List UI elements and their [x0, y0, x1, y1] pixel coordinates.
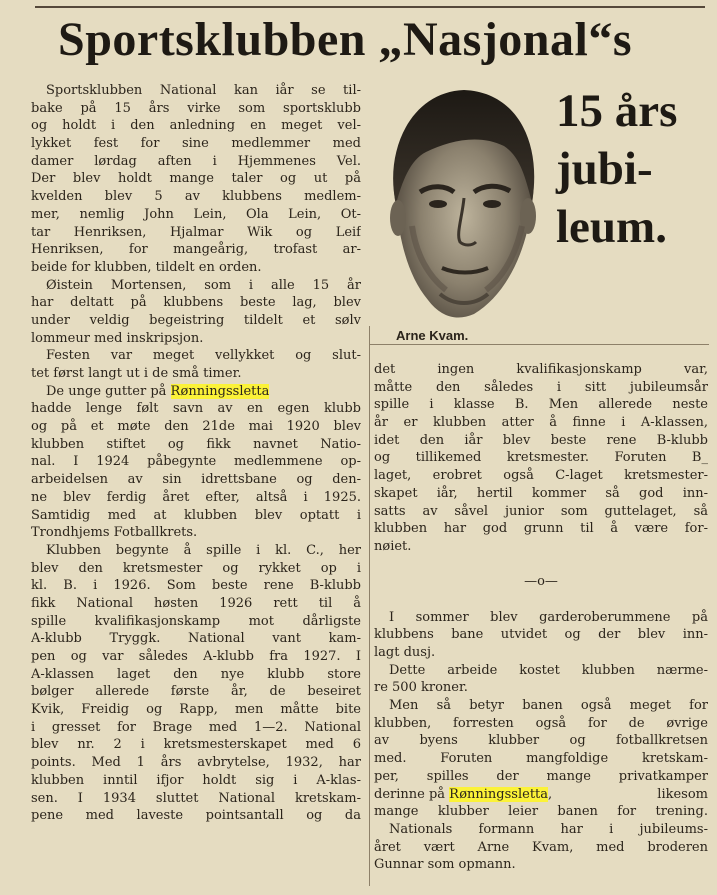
text-line: kvelden blev 5 av klubbens medlem-: [31, 189, 361, 205]
text-line: Nationals formann har i jubileums-: [389, 821, 708, 837]
text-fragment: likesom: [657, 786, 708, 802]
text-line: klubben stiftet og fikk navnet Natio-: [31, 436, 361, 452]
text-line: kl. B. i 1926. Som beste rene B-klubb: [31, 578, 361, 594]
text-line: Sportsklubben National kan iår se til-: [46, 83, 361, 98]
text-line: blev den kretsmester og rykket op i: [31, 560, 361, 576]
blank-line: [374, 591, 708, 609]
text-line: tar Henriksen, Hjalmar Wik og Leif: [31, 224, 361, 240]
text-line: Kvik, Freidig og Rapp, men måtte bite: [31, 702, 361, 718]
text-line: arbeidelsen av sin idrettsbane og den-: [31, 472, 361, 488]
text-line: re 500 kroner.: [374, 680, 468, 696]
text-line: måtte den således i sitt jubileumsår: [374, 379, 708, 395]
text-fragment: derinne på: [374, 786, 450, 802]
text-line: Henriksen, for mangeårig, trofast ar-: [31, 242, 361, 258]
text-line: fikk National høsten 1926 rett til å: [31, 595, 361, 611]
text-line: A-klassen laget den nye klubb store: [31, 666, 361, 682]
text-line: mer, nemlig John Lein, Ola Lein, Ot-: [31, 206, 361, 222]
article-column-right: [374, 361, 708, 874]
text-line: laget, erobret også C-laget kretsmester-: [374, 468, 708, 484]
text-line: tet først langt ut i de små timer.: [31, 366, 242, 381]
text-line: beide for klubben, tildelt en orden.: [31, 259, 262, 275]
text-line: under veldig begeistring tildelt et sølv: [31, 312, 361, 328]
section-separator: —o—: [524, 574, 558, 590]
text-line: hadde lenge følt savn av en egen klubb: [31, 401, 361, 417]
blank-line: [374, 556, 708, 574]
top-rule: [35, 6, 705, 8]
text-line: pene med laveste pointsantall og da: [31, 808, 361, 824]
text-line: Gunnar som opmann.: [374, 857, 516, 873]
text-line: og holdt i den anledning en meget vel-: [31, 118, 361, 134]
text-line: Festen var meget vellykket og slut-: [46, 348, 361, 364]
text-line: skapet iår, hertil kommer så god inn-: [374, 485, 708, 501]
highlighted-place-name: Rønningssletta: [170, 383, 270, 399]
subhead: [556, 82, 706, 256]
text-line: av byens klubber og fotballkretsen: [374, 733, 708, 749]
text-line: år er klubben atter å finne i A-klassen,: [374, 415, 708, 431]
text-line: Samtidig med at klubben blev optatt i: [31, 507, 361, 523]
text-line: [374, 786, 708, 804]
portrait-photo-image: [376, 86, 546, 320]
text-line: per, spilles der mange privatkamper: [374, 768, 708, 784]
text-line: idet den iår blev beste rene B-klubb: [374, 432, 708, 448]
photo-caption: Arne Kvam.: [396, 328, 469, 343]
text-line: klubbens bane utvidet og der blev inn-: [374, 627, 708, 643]
text-line: lommeur med inskripsjon.: [31, 330, 204, 346]
text-line: nal. I 1924 påbegynte medlemmene op-: [31, 454, 361, 470]
text-line: pen og var således A-klubb fra 1927. I: [31, 649, 361, 664]
text-line: og tillikemed kretsmester. Foruten B_: [374, 450, 708, 466]
text-line: året vært Arne Kvam, med broderen: [374, 839, 708, 855]
text-line: Trondhjems Fotballkrets.: [31, 525, 198, 541]
article-column-left: [31, 82, 361, 825]
text-line: ne blev ferdig året efter, altså i 1925.: [31, 489, 361, 505]
text-fragment: De unge gutter på: [46, 383, 171, 399]
text-line: i gresset for Brage med 1—2. National: [31, 719, 361, 735]
text-line: blev nr. 2 i kretsmesterskapet med 6: [31, 737, 361, 753]
text-line: spille kvalifikasjonskamp mot dårligste: [31, 613, 361, 629]
column-divider: [369, 326, 370, 886]
text-line: Klubben begynte å spille i kl. C., her: [46, 542, 361, 558]
text-line: det ingen kvalifikasjonskamp var,: [374, 362, 708, 377]
headline: Sportsklubben „Nasjonal“s: [58, 13, 633, 66]
text-line: bølger allerede første år, de beseiret: [31, 684, 361, 700]
highlighted-place-name: Rønningssletta: [449, 786, 549, 802]
text-line: klubben inntil ifjor holdt sig i A-klas-: [31, 772, 361, 788]
text-line: satts av såvel junior som guttelaget, så: [374, 503, 708, 519]
text-line: Der blev holdt mange taler og ut på: [31, 171, 361, 187]
text-line: Men så betyr banen også meget for: [389, 698, 708, 714]
text-line: I sommer blev garderoberummene på: [389, 609, 708, 625]
text-line: og på et møte den 21de mai 1920 blev: [31, 419, 361, 435]
text-line: Øistein Mortensen, som i alle 15 år: [46, 277, 361, 293]
text-line: med. Foruten mangfoldige kretskam-: [374, 751, 708, 767]
text-line: lykket fest for sine medlemmer med: [31, 136, 361, 152]
text-line: klubben, forresten også for de øvrige: [374, 715, 708, 731]
portrait-photo: [376, 86, 546, 320]
subhead-line: jubi-: [556, 143, 653, 195]
text-line: klubben har god grunn til å være for-: [374, 521, 708, 537]
text-line: points. Med 1 års avbrytelse, 1932, har: [31, 755, 361, 771]
text-line: [31, 383, 361, 401]
text-line: mange klubber leier banen for trening.: [374, 804, 708, 820]
text-line: damer lørdag aften i Hjemmenes Vel.: [31, 153, 361, 169]
text-line: bake på 15 års virke som sportsklubb: [31, 100, 361, 116]
text-line: lagt dusj.: [374, 645, 436, 660]
text-line: A-klubb Tryggk. National vant kam-: [31, 631, 361, 647]
text-line: nøiet.: [374, 538, 412, 554]
subhead-line: 15 års: [556, 85, 678, 137]
caption-divider: [369, 344, 709, 345]
text-line: sen. I 1934 sluttet National kretskam-: [31, 790, 361, 806]
text-line: spille i klasse B. Men allerede neste: [374, 397, 708, 413]
text-line: har deltatt på klubbens beste lag, blev: [31, 295, 361, 311]
text-line: Dette arbeide kostet klubben nærme-: [389, 662, 708, 678]
subhead-line: leum.: [556, 201, 667, 253]
text-fragment: ,: [548, 786, 553, 802]
